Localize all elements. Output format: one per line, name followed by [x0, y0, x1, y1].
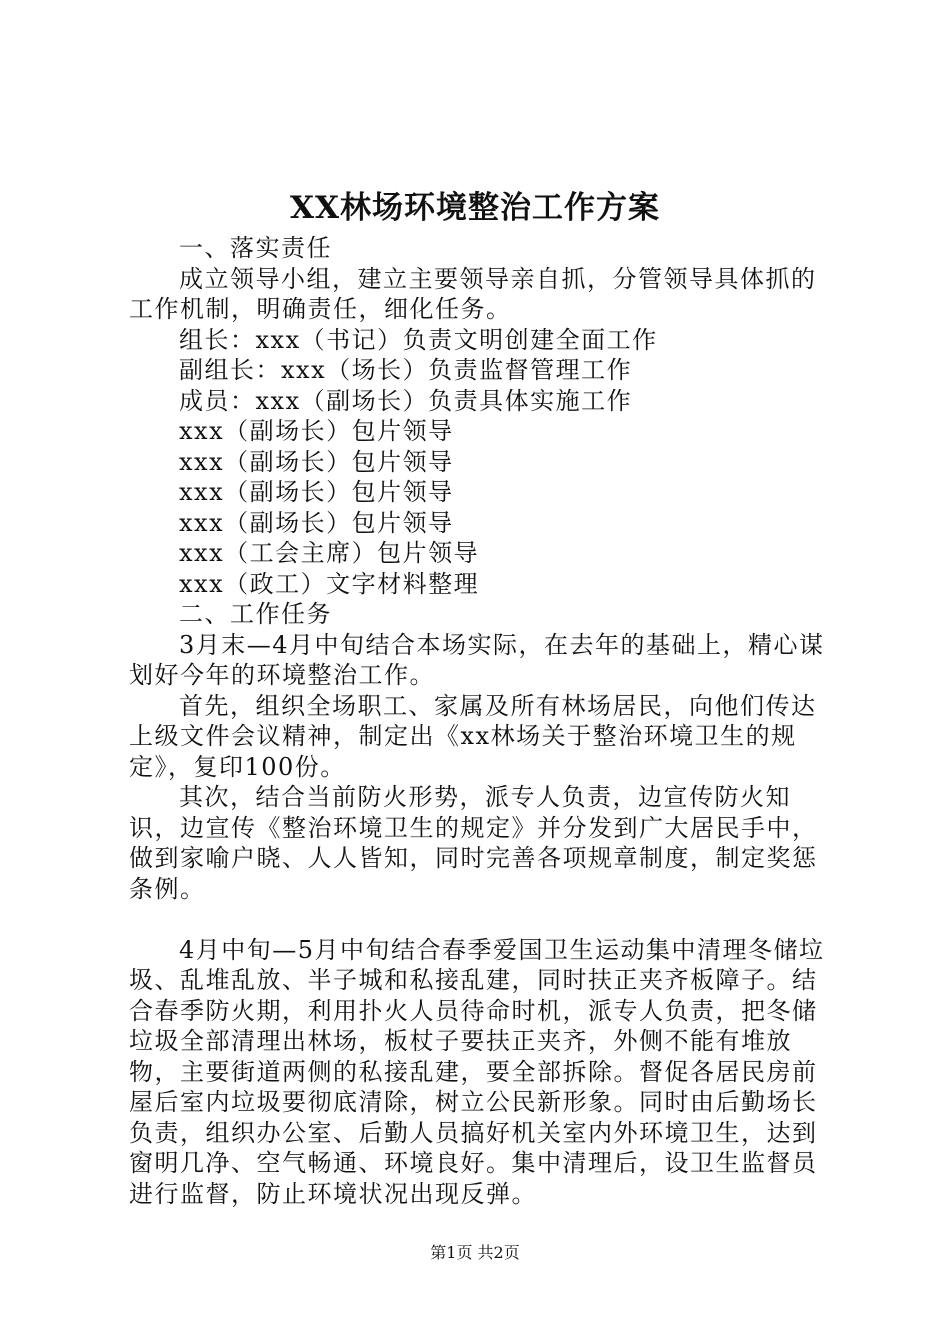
paragraph-political-work: xxx（政工）文字材料整理 [179, 569, 480, 598]
paragraph-spacer [129, 904, 837, 935]
section-heading-2: 二、工作任务 [179, 600, 332, 628]
paragraph-plan: 3月末—4月中旬结合本场实际，在去年的基础上，精心谋划好今年的环境整治工作。 [129, 630, 825, 689]
paragraph-leadership-group: 成立领导小组，建立主要领导亲自抓，分管领导具体抓的工作机制，明确责任，细化任务。 [129, 264, 817, 323]
paragraph-union-chair: xxx（工会主席）包片领导 [179, 539, 480, 567]
document-body [129, 233, 837, 1209]
paragraph-deputy-leader: 副组长：xxx（场长）负责监督管理工作 [179, 356, 633, 384]
section-heading-1: 一、落实责任 [179, 234, 332, 262]
paragraph-first: 首先，组织全场职工、家属及所有林场居民，向他们传达上级文件会议精神，制定出《xx林场关于整治环境卫生的规定》，复印100份。 [129, 691, 817, 781]
paragraph-area-leader-2: xxx（副场长）包片领导 [179, 447, 454, 476]
paragraph-leader: 组长：xxx（书记）负责文明创建全面工作 [179, 325, 658, 354]
paragraph-area-leader-1: xxx（副场长）包片领导 [179, 417, 454, 445]
document-title: XX林场环境整治工作方案 [289, 190, 661, 226]
paragraph-area-leader-3: xxx（副场长）包片领导 [179, 478, 454, 506]
paragraph-member: 成员：xxx（副场长）负责具体实施工作 [179, 386, 633, 415]
paragraph-second: 其次，结合当前防火形势，派专人负责，边宣传防火知识，边宣传《整治环境卫生的规定》并分发到广大居民手中，做到家喻户晓、人人皆知，同时完善各项规章制度，制定奖惩条例。 [129, 783, 818, 903]
paragraph-cleanup: 4月中旬—5月中旬结合春季爱国卫生运动集中清理冬储垃圾、乱堆乱放、半子城和私接乱建，同时扶正夹齐板障子。结合春季防火期，利用扑火人员待命时机，派专人负责，把冬储垃圾全部清理出林场，板杖子要扶正夹齐，外侧不能有堆放物，主要街道两侧的私接乱建，要全部拆除。督促各居民房前屋后室内垃圾要彻底清除，树立公民新形象。同时由后勤场长负责，组织办公室、后勤人员搞好机关室内外环境卫生，达到窗明几净、空气畅通、环境良好。集中清理后，设卫生监督员进行监督，防止环境状况出现反弹。 [129, 935, 825, 1208]
page-footer: 第1页 共2页 [430, 1243, 520, 1262]
paragraph-area-leader-4: xxx（副场长）包片领导 [179, 508, 454, 537]
